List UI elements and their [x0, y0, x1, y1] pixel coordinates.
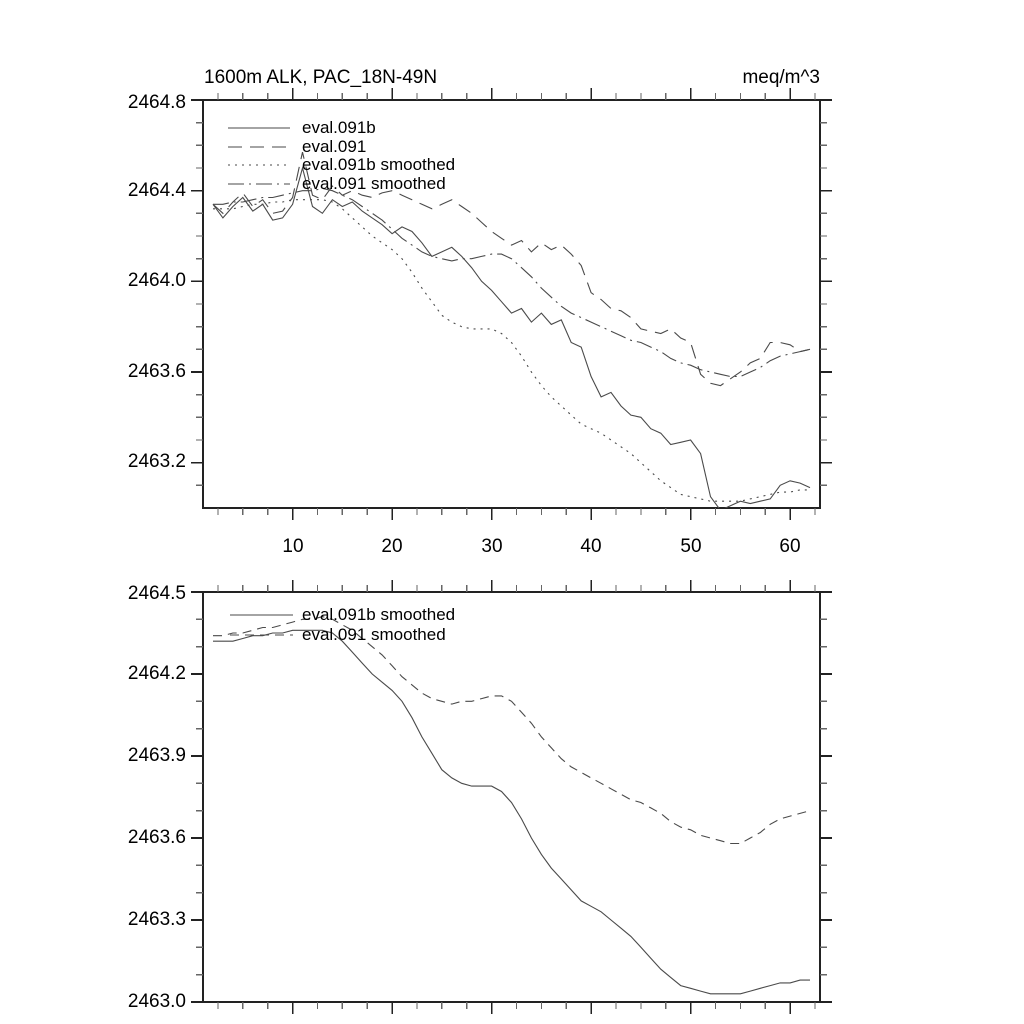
top-legend-label: eval.091 [302, 137, 367, 156]
top-x-tick-label: 20 [381, 536, 403, 557]
top-x-tick-label: 40 [580, 536, 602, 557]
top-chart-units-label: meq/m^3 [742, 67, 820, 88]
series-eval-091-smoothed [213, 188, 810, 376]
top-legend-label: eval.091b smoothed [302, 155, 456, 174]
bottom-y-tick-label: 2464.5 [127, 583, 186, 604]
top-x-tick-label: 30 [481, 536, 503, 557]
bottom-legend-label: eval.091b smoothed [302, 605, 456, 624]
top-y-tick-label: 2463.2 [127, 451, 186, 472]
top-x-tick-label: 10 [282, 536, 304, 557]
top-x-tick-label: 50 [680, 536, 702, 557]
top-legend-label: eval.091 smoothed [302, 174, 446, 193]
bottom-y-tick-label: 2463.3 [127, 909, 186, 930]
top-chart-title: 1600m ALK, PAC_18N-49N [204, 67, 438, 88]
bottom-y-tick-label: 2463.6 [127, 827, 186, 848]
bottom-y-tick-label: 2463.9 [127, 745, 186, 766]
top-y-tick-label: 2464.8 [127, 92, 186, 113]
bottom-legend-label: eval.091 smoothed [302, 625, 446, 644]
series-eval-091-smoothed [213, 617, 810, 844]
series-eval-091b-smoothed [213, 630, 810, 994]
bottom-y-tick-label: 2463.0 [127, 991, 186, 1012]
top-y-tick-label: 2463.6 [127, 361, 186, 382]
bottom-y-tick-label: 2464.2 [127, 663, 186, 684]
top-y-tick-label: 2464.0 [127, 270, 186, 291]
top-legend-label: eval.091b [302, 118, 376, 137]
top-x-tick-label: 60 [779, 536, 801, 557]
series-eval-091b [213, 168, 810, 510]
top-y-tick-label: 2464.4 [127, 180, 186, 201]
